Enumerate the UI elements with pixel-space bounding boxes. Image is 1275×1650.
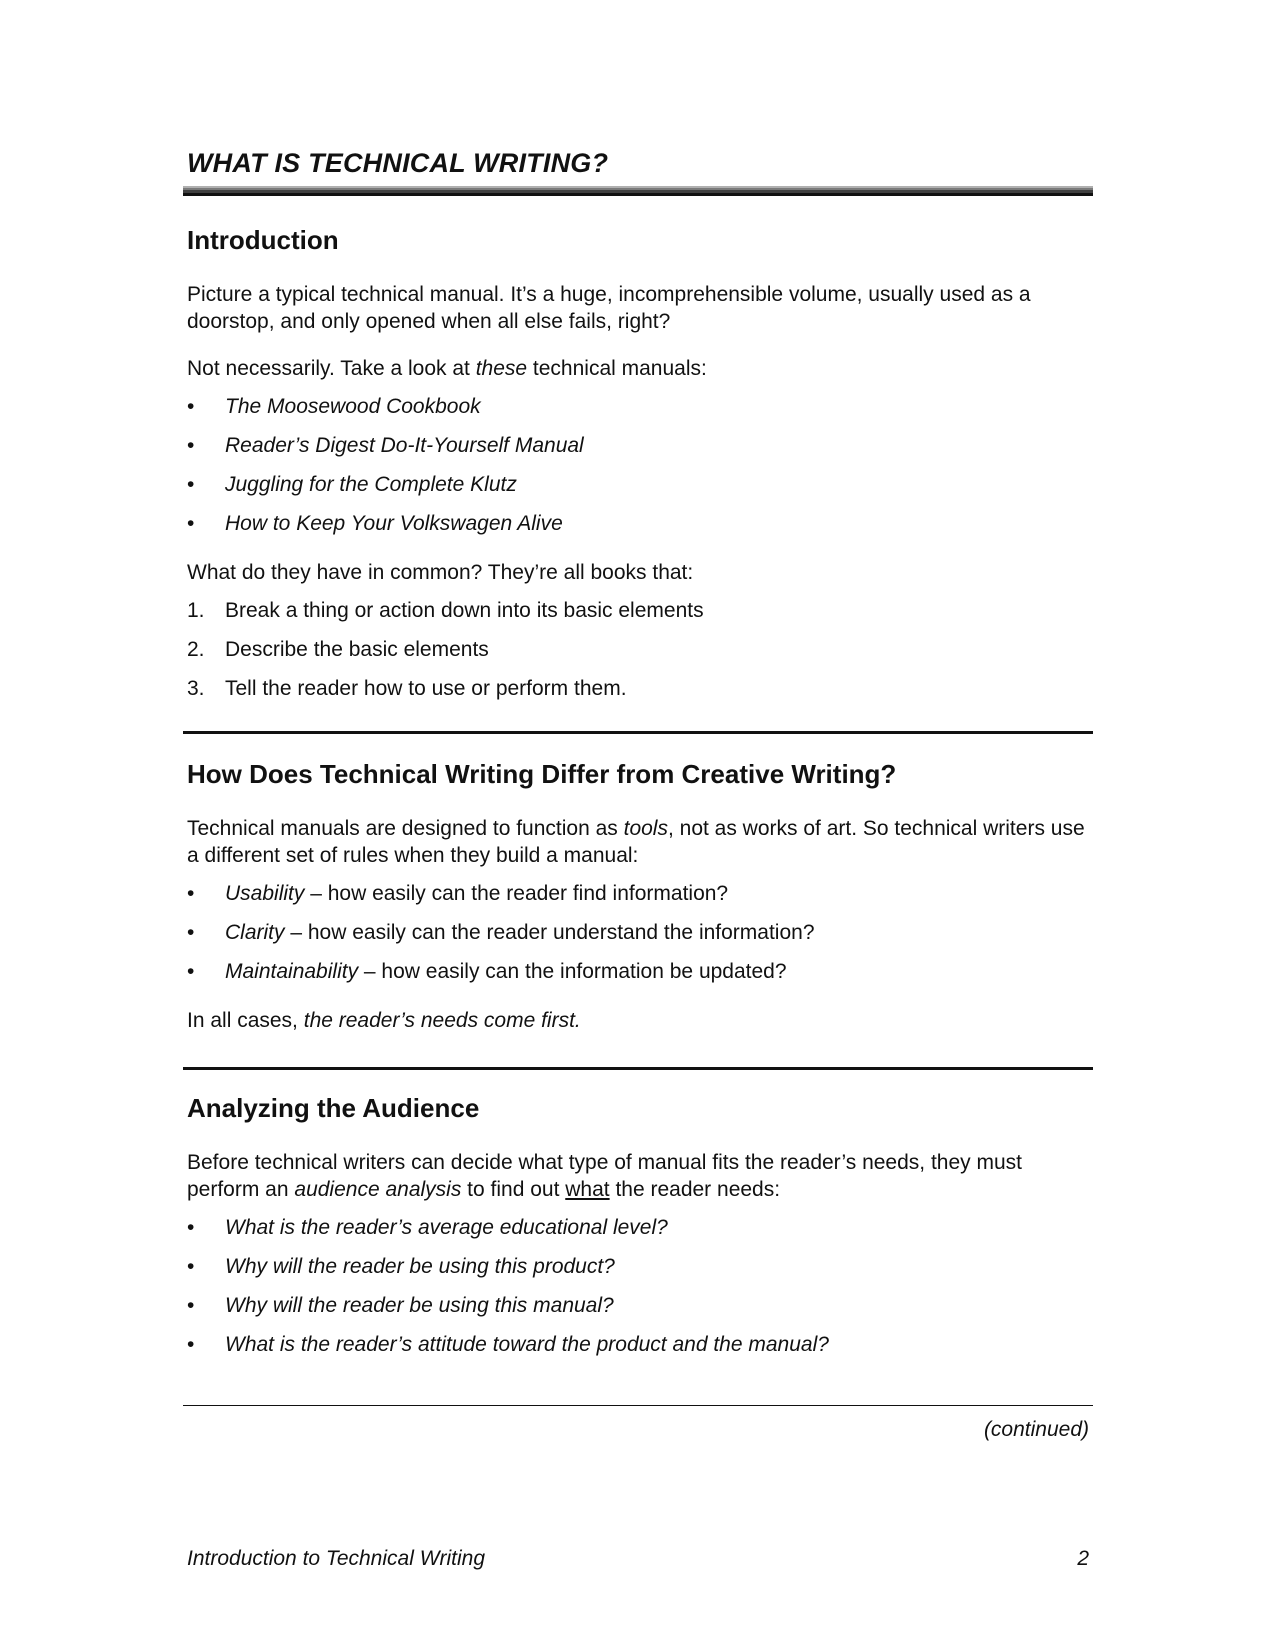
audience-paragraph-1: Before technical writers can decide what type of manual fits the reader’s needs, they must perform an audience analysis to find out what the reader needs:	[187, 1151, 1022, 1201]
continued-label: (continued)	[983, 1418, 1089, 1441]
differ-paragraph-1: Technical manuals are designed to function as tools, not as works of art. So technical writers use a different set of rules when they build a manual:	[187, 817, 1085, 867]
list-item: • Why will the reader be using this product?	[187, 1255, 615, 1278]
list-item: • Why will the reader be using this manual?	[187, 1294, 614, 1317]
list-item: • The Moosewood Cookbook	[187, 395, 481, 418]
page-number: 2	[1077, 1547, 1089, 1570]
section-divider	[183, 1067, 1093, 1070]
title-rule	[183, 186, 1093, 196]
list-item: • Reader’s Digest Do-It-Yourself Manual	[187, 434, 584, 457]
section-divider	[183, 731, 1093, 734]
list-item: • Juggling for the Complete Klutz	[187, 473, 517, 496]
list-item: • Clarity – how easily can the reader understand the information?	[187, 921, 815, 944]
footer-title: Introduction to Technical Writing	[187, 1547, 486, 1570]
list-item: • Usability – how easily can the reader find information?	[187, 882, 729, 905]
steps-list	[187, 597, 1093, 702]
list-item: • What is the reader’s average educational level?	[187, 1216, 668, 1239]
list-item: • What is the reader’s attitude toward the product and the manual?	[187, 1333, 829, 1356]
page-title: WHAT IS TECHNICAL WRITING?	[187, 148, 609, 178]
list-item: • How to Keep Your Volkswagen Alive	[187, 512, 563, 535]
manuals-list	[187, 393, 1093, 537]
differ-section	[187, 758, 1093, 1034]
differ-heading: How Does Technical Writing Differ from Creative Writing?	[187, 759, 897, 789]
continued-rule	[183, 1405, 1093, 1406]
intro-heading: Introduction	[187, 225, 339, 255]
intro-paragraph-2: Not necessarily. Take a look at these technical manuals:	[187, 357, 707, 380]
list-item: 1. Break a thing or action down into its basic elements	[187, 599, 704, 622]
intro-paragraph-1: Picture a typical technical manual. It’s a huge, incomprehensible volume, usually used as a doorstop, and only opened when all else fails, right?	[187, 283, 1031, 333]
questions-list	[187, 1214, 1093, 1358]
intro-paragraph-3: What do they have in common? They’re all books that:	[187, 561, 694, 584]
audience-heading: Analyzing the Audience	[187, 1093, 480, 1123]
rules-list	[187, 880, 1093, 985]
list-item: 2. Describe the basic elements	[187, 638, 489, 661]
list-item: 3. Tell the reader how to use or perform them.	[187, 677, 627, 700]
differ-paragraph-2: In all cases, the reader’s needs come first.	[187, 1009, 581, 1032]
list-item: • Maintainability – how easily can the information be updated?	[187, 960, 787, 983]
intro-section	[187, 224, 1093, 702]
page-footer	[187, 1547, 1093, 1571]
audience-section	[187, 1092, 1093, 1358]
